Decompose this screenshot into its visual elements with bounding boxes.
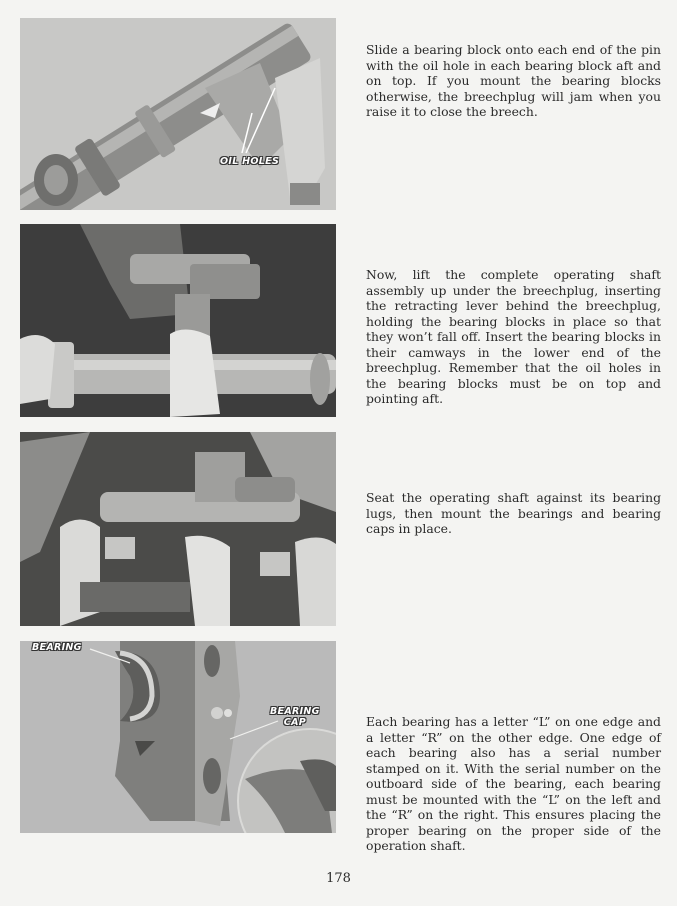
shaft-illustration <box>20 18 336 210</box>
figure-bearing-cap-photo <box>20 641 336 833</box>
instruction-paragraph-1: Slide a bearing block onto each end of the pin with the oil hole in each bearing block aft and on top. If you mount the bearing blocks otherwise, the breechplug will jam when you raise it to close the breech. <box>366 42 661 119</box>
page-number: 178 <box>326 871 351 886</box>
bearing-label: BEARING <box>32 642 82 653</box>
bearing-cap-label-line1: BEARING <box>270 706 320 717</box>
lift-shaft-illustration <box>20 224 336 417</box>
figure-lift-shaft-photo <box>20 224 336 417</box>
bearing-cap-illustration <box>20 641 336 833</box>
figure-seat-shaft-photo <box>20 432 336 626</box>
instruction-paragraph-4: Each bearing has a letter “L” on one edge and a letter “R” on the other edge. One edge of each bearing also has a serial number stamped on it. With the serial number on the outboard side of the bearing, each bearing must be mounted with the “L” on the left and the “R” on the right. This ensures placing the proper bearing on the proper side of the operation shaft. <box>366 714 661 853</box>
seat-shaft-illustration <box>20 432 336 626</box>
figure-oil-holes-photo <box>20 18 336 210</box>
oil-holes-label: OIL HOLES <box>220 156 280 167</box>
instruction-paragraph-3: Seat the operating shaft against its bearing lugs, then mount the bearings and bearing caps in place. <box>366 490 661 536</box>
bearing-cap-label <box>270 706 320 728</box>
bearing-cap-label-line2: CAP <box>283 717 306 728</box>
instruction-paragraph-2: Now, lift the complete operating shaft assembly up under the breechplug, inserting the retracting lever behind the breechplug, holding the bearing blocks in place so that they won’t fall off. Insert the bearing blocks in their camways in the lower end of the breechplug. Remember that the oil holes in the bearing blocks must be on top and pointing aft. <box>366 267 661 406</box>
